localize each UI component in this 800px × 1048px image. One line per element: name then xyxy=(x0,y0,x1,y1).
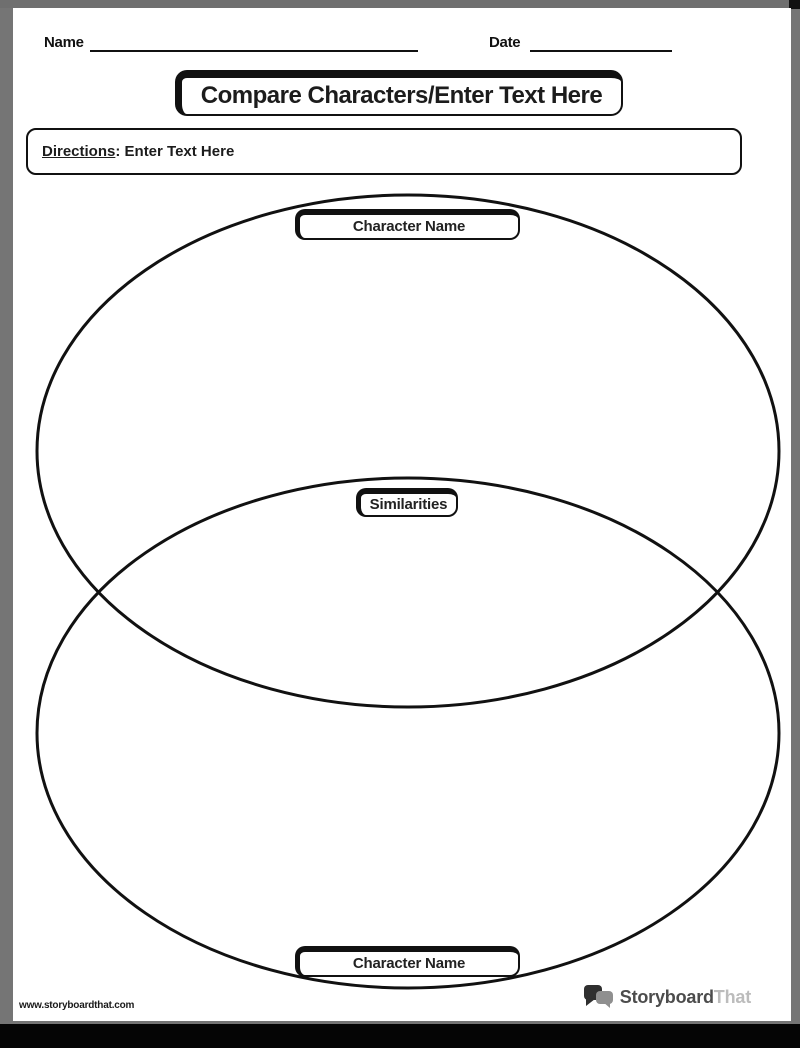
worksheet-title: Compare Characters/Enter Text Here xyxy=(200,82,603,109)
directions-label: Directions xyxy=(42,143,116,160)
top-character-name-box[interactable] xyxy=(295,209,520,240)
similarities-box[interactable] xyxy=(356,488,458,517)
bottom-character-name-box[interactable] xyxy=(295,946,520,977)
bottom-black-bar xyxy=(0,1024,800,1048)
worksheet-page xyxy=(13,8,791,1021)
date-label: Date xyxy=(489,34,521,51)
storyboardthat-logo xyxy=(583,984,751,1011)
bottom-character-name-label: Character Name xyxy=(352,955,466,972)
brand-wordmark xyxy=(620,987,751,1008)
brand-text-light: That xyxy=(713,987,751,1007)
directions-text: : Enter Text Here xyxy=(115,143,235,160)
brand-text-dark: Storyboard xyxy=(619,987,714,1007)
venn-bottom-ellipse xyxy=(37,478,779,988)
venn-top-ellipse xyxy=(37,195,779,707)
window-top-strip xyxy=(0,0,800,8)
speech-bubbles-icon xyxy=(583,984,615,1011)
top-character-name-label: Character Name xyxy=(352,218,466,235)
name-label: Name xyxy=(44,34,84,51)
similarities-label: Similarities xyxy=(369,496,448,513)
website-url: www.storyboardthat.com xyxy=(19,1000,135,1011)
